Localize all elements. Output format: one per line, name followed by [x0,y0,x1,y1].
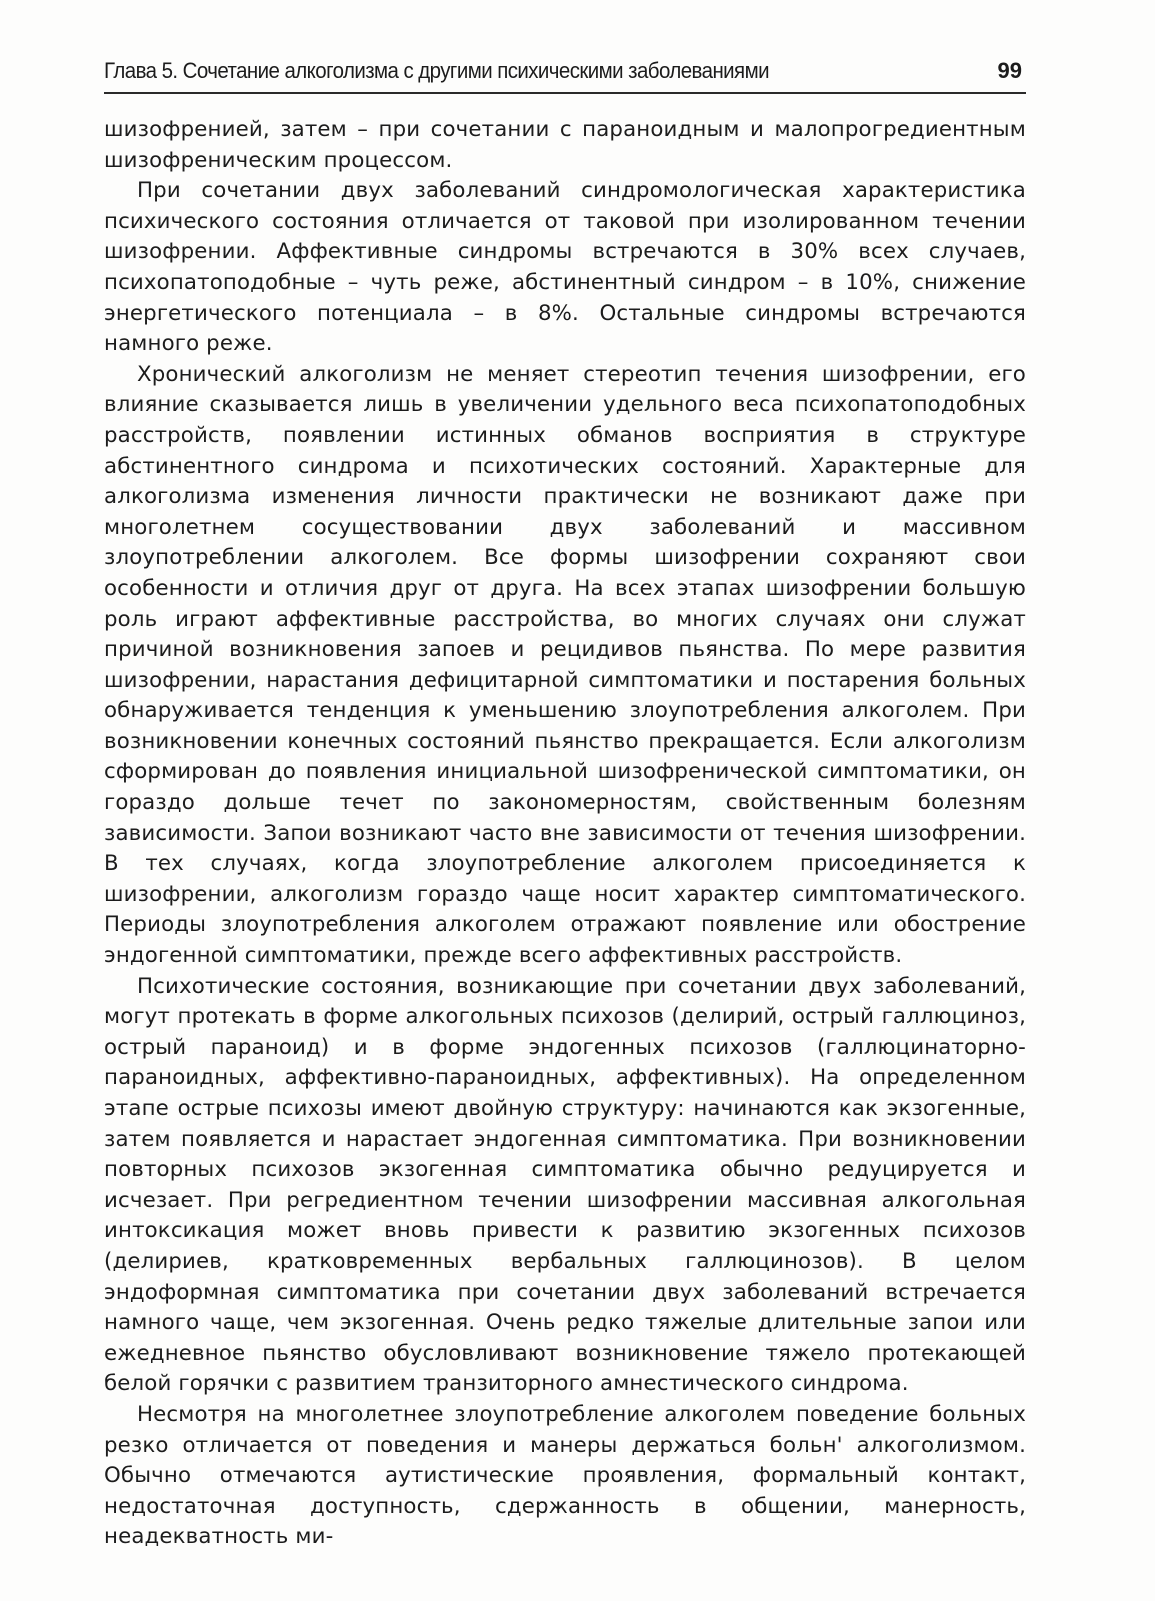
paragraph-chronic-alcoholism: Хронический алкоголизм не меняет стереотип течения шизофрении, его влияние сказывается лишь в увеличении удельного веса психопатоподобных расстройств, появлении истинных обманов восприятия в структуре абстинентного синдрома и психотических состояний. Характерные для алкоголизма изменения личности практически не возникают даже при многолетнем сосуществовании двух заболеваний и массивном злоупотреблении алкоголем. Все формы шизофрении сохраняют свои особенности и отличия друг от друга. На всех этапах шизофрении большую роль играют аффективные расстройства, во многих случаях они служат причиной возникновения запоев и рецидивов пьянства. По мере развития шизофрении, нарастания дефицитарной симптоматики и постарения больных обнаруживается тенденция к уменьшению злоупотребления алкоголем. При возникновении конечных состояний пьянство прекращается. Если алкоголизм сформирован до появления инициальной шизофренической симптоматики, он гораздо дольше течет по закономерностям, свойственным болезням зависимости. Запои возникают часто вне зависимости от течения шизофрении. В тех случаях, когда злоупотребление алкоголем присоединяется к шизофрении, алкоголизм гораздо чаще носит характер симптоматического. Периоды злоупотребления алкоголем отражают появление или обострение эндогенной симптоматики, прежде всего аффективных расстройств. [104,361,1026,969]
paragraph-syndromes: При сочетании двух заболеваний синдромологическая характеристика психического состояния отличается от таковой при изолированном течении шизофрении. Аффективные синдромы встречаются в 30% всех случаев, психопатоподобные – чуть реже, абстинентный синдром – в 10%, снижение энергетического потенциала – в 8%. Остальные синдромы встречаются намного реже. [104,178,1026,357]
page-number: 99 [997,58,1022,83]
chapter-title: Глава 5. Сочетание алкоголизма с другими психическими заболеваниями [104,58,769,83]
paragraph-continuation: шизофренией, затем – при сочетании с параноидным и малопрогредиентным шизофреническим процессом. [104,117,1026,173]
paragraph-behavior: Несмотря на многолетнее злоупотребление алкоголем поведение больных резко отличается от поведения и манеры держаться больн' алкоголизмом. Обычно отмечаются аутистические проявления, формальный контакт, недостаточная доступность, сдержанность в общении, манерность, неадекватность ми- [104,1401,1026,1550]
running-header [104,56,1026,94]
paragraph-psychotic-states: Психотические состояния, возникающие при сочетании двух заболеваний, могут протекать в форме алкогольных психозов (делирий, острый галлюциноз, острый параноид) и в форме эндогенных психозов (галлюцинаторно-параноидных, аффективно-параноидных, аффективных). На определенном этапе острые психозы имеют двойную структуру: начинаются как экзогенные, затем появляется и нарастает эндогенная симптоматика. При возникновении повторных психозов экзогенная симптоматика обычно редуцируется и исчезает. При регредиентном течении шизофрении массивная алкогольная интоксикация может вновь привести к развитию экзогенных психозов (делириев, кратковременных вербальных галлюцинозов). В целом эндоформная симптоматика при сочетании двух заболеваний встречается намного чаще, чем экзогенная. Очень редко тяжелые длительные запои или ежедневное пьянство обусловливают возникновение тяжело протекающей белой горячки с развитием транзиторного амнестического синдрома. [104,973,1026,1397]
body-text [104,115,1026,1553]
